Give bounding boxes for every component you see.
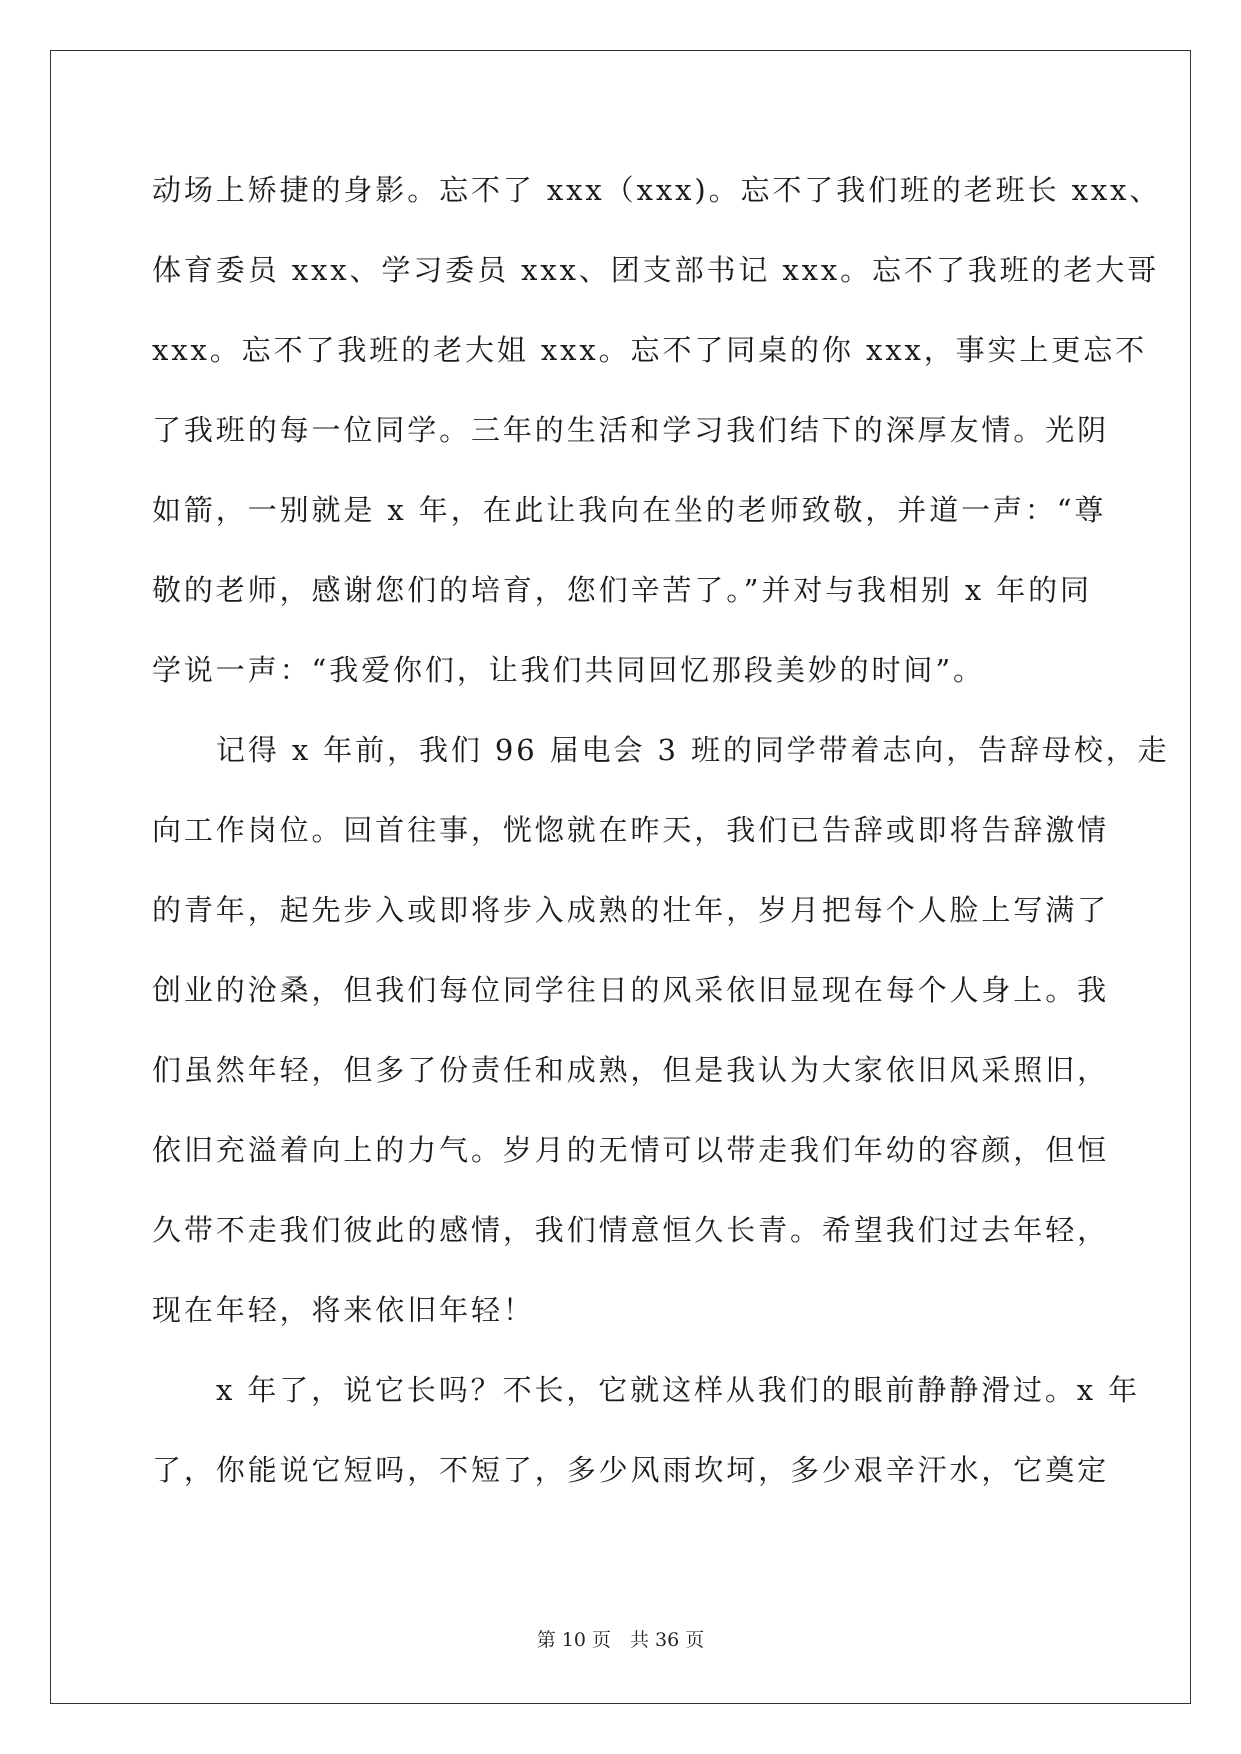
text-line: 了，你能说它短吗，不短了，多少风雨坎坷，多少艰辛汗水，它奠定 [152,1453,1110,1487]
text-line: 如箭，一别就是 x 年，在此让我向在坐的老师致敬，并道一声：“尊 [152,493,1107,527]
text-line: 创业的沧桑，但我们每位同学往日的风采依旧显现在每个人身上。我 [152,973,1110,1007]
text-line: 记得 x 年前，我们 96 届电会 3 班的同学带着志向，告辞母校，走 [216,733,1170,767]
page-footer: 第 10 页 共 36 页 [536,1629,705,1651]
text-line: 敬的老师，感谢您们的培育，您们辛苦了。”并对与我相别 x 年的同 [152,573,1092,607]
text-line: 依旧充溢着向上的力气。岁月的无情可以带走我们年幼的容颜，但恒 [152,1133,1110,1167]
text-line: x 年了，说它长吗？不长，它就这样从我们的眼前静静滑过。x 年 [216,1373,1141,1407]
text-line: 们虽然年轻，但多了份责任和成熟，但是我认为大家依旧风采照旧， [152,1053,1110,1087]
text-line: 久带不走我们彼此的感情，我们情意恒久长青。希望我们过去年轻， [152,1213,1110,1247]
text-line: 了我班的每一位同学。三年的生活和学习我们结下的深厚友情。光阴 [152,413,1110,447]
text-line: 现在年轻，将来依旧年轻！ [152,1293,535,1327]
text-line: 的青年，起先步入或即将步入成熟的壮年，岁月把每个人脸上写满了 [152,893,1110,927]
text-line: 体育委员 xxx、学习委员 xxx、团支部书记 xxx。忘不了我班的老大哥 [152,253,1160,287]
text-line: xxx。忘不了我班的老大姐 xxx。忘不了同桌的你 xxx，事实上更忘不 [152,333,1148,367]
text-line: 向工作岗位。回首往事，恍惚就在昨天，我们已告辞或即将告辞激情 [152,813,1110,847]
text-line: 动场上矫捷的身影。忘不了 xxx（xxx)。忘不了我们班的老班长 xxx、 [152,173,1162,207]
text-line: 学说一声：“我爱你们，让我们共同回忆那段美妙的时间”。 [152,653,985,687]
document-body [152,150,1170,1510]
